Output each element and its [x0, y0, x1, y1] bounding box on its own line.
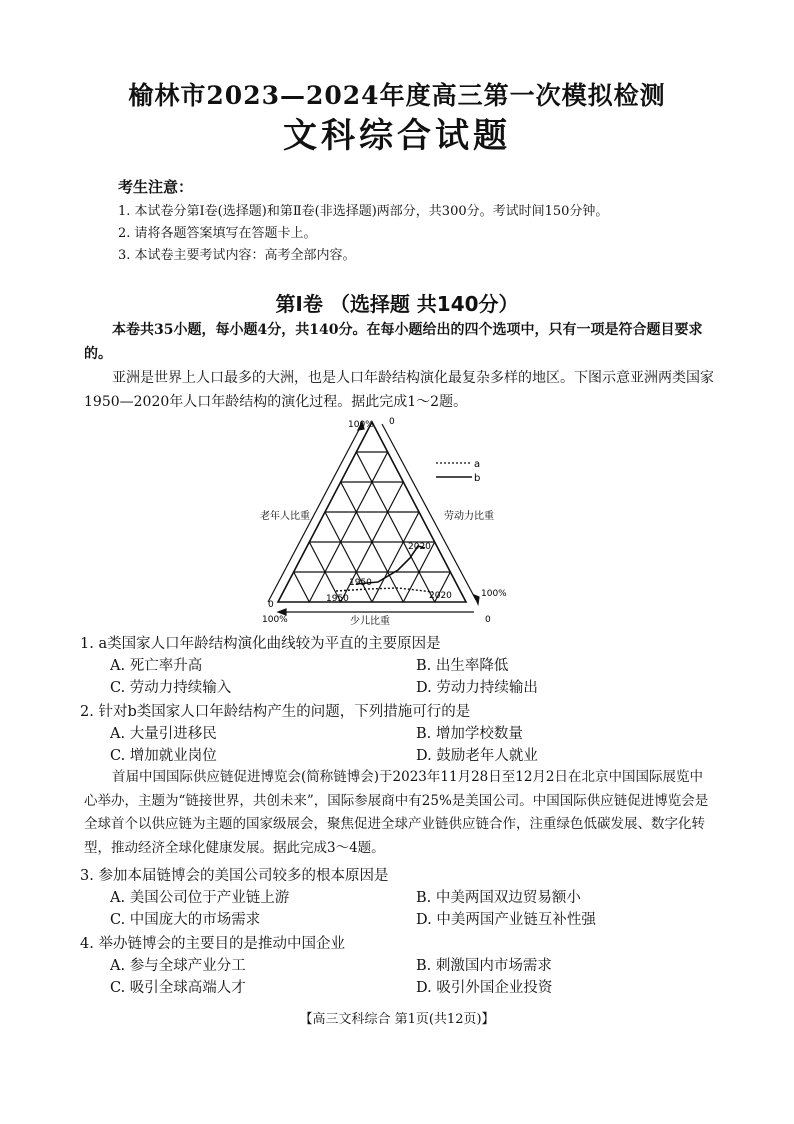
notice-heading: 考生注意： [118, 178, 194, 196]
question-1-option-a[interactable]: A. 死亡率升高 [110, 658, 203, 674]
question-1-option-c[interactable]: C. 劳动力持续输入 [110, 680, 232, 696]
question-3-option-a[interactable]: A. 美国公司位于产业链上游 [110, 890, 290, 906]
question-1-option-b[interactable]: B. 出生率降低 [416, 658, 509, 674]
question-4-stem: 4. 举办链博会的主要目的是推动中国企业 [80, 936, 345, 952]
axis-bottom-label: 少儿比重 [350, 616, 390, 627]
section-instruction: 本卷共35小题，每小题4分，共140分。在每小题给出的四个选项中，只有一项是符合题目要求的。 [84, 322, 703, 362]
question-2-stem: 2. 针对b类国家人口年龄结构产生的问题，下列措施可行的是 [80, 704, 471, 720]
notice-item-2: 2. 请将各题答案填写在答题卡上。 [118, 226, 317, 241]
right-100-label: 100% [481, 589, 507, 599]
question-2-option-c[interactable]: C. 增加就业岗位 [110, 748, 217, 764]
question-4-option-a[interactable]: A. 参与全球产业分工 [110, 958, 246, 974]
section-title: 第Ⅰ卷 （选择题 共140分） [275, 292, 519, 316]
question-3-option-c[interactable]: C. 中国庞大的市场需求 [110, 912, 261, 928]
year-label: 1950 [326, 594, 349, 604]
ternary-diagram [248, 408, 548, 630]
left-0-label: 0 [268, 600, 274, 610]
exam-title: 榆林市2023—2024年度高三第一次模拟检测 [128, 81, 666, 110]
year-label: 2020 [429, 591, 452, 601]
question-3-option-d[interactable]: D. 中美两国产业链互补性强 [416, 912, 596, 928]
material-1: 亚洲是世界上人口最多的大洲，也是人口年龄结构演化最复杂多样的地区。下图示意亚洲两类国家1950—2020年人口年龄结构的演化过程。据此完成1～2题。 [84, 370, 714, 410]
axis-right-label: 劳动力比重 [444, 511, 494, 522]
question-3-stem: 3. 参加本届链博会的美国公司较多的根本原因是 [80, 868, 389, 884]
axis-left-label: 老年人比重 [260, 511, 310, 522]
bottom-0-label: 0 [485, 615, 491, 625]
question-2-option-d[interactable]: D. 鼓励老年人就业 [416, 748, 538, 764]
notice-item-3: 3. 本试卷主要考试内容：高考全部内容。 [118, 248, 356, 263]
legend-b-label: b [474, 473, 481, 484]
question-4-option-b[interactable]: B. 刺激国内市场需求 [416, 958, 552, 974]
question-1-stem: 1. a类国家人口年龄结构演化曲线较为平直的主要原因是 [80, 636, 441, 652]
notice-item-1: 1. 本试卷分第Ⅰ卷(选择题)和第Ⅱ卷(非选择题)两部分，共300分。考试时间150分钟。 [118, 204, 609, 219]
exam-subject-title: 文科综合试题 [283, 116, 511, 156]
year-label: 2020 [408, 542, 431, 552]
page-footer: 【高三文科综合 第1页(共12页)】 [299, 1012, 495, 1027]
year-label: 1950 [349, 578, 372, 588]
bottom-100-label: 100% [262, 615, 288, 625]
question-4-option-c[interactable]: C. 吸引全球高端人才 [110, 980, 246, 996]
curve-a [336, 588, 433, 592]
question-3-option-b[interactable]: B. 中美两国双边贸易额小 [416, 890, 581, 906]
question-4-option-d[interactable]: D. 吸引外国企业投资 [416, 980, 553, 996]
material-2: 首届中国国际供应链促进博览会(简称链博会)于2023年11月28日至12月2日在北京中国国际展览中心举办，主题为“链接世界，共创未来”，国际参展商中有25%是美国公司。中国国际供应链促进博览会是全球首个以供应链为主题的国家级展会，聚焦促进全球产业链供应链合作，注重绿色低碳发展、数字化转型，推动经济全球化健康发展。据此完成3～4题。 [84, 769, 709, 856]
question-2-option-a[interactable]: A. 大量引进移民 [110, 726, 217, 742]
question-1-option-d[interactable]: D. 劳动力持续输出 [416, 680, 538, 696]
question-2-option-b[interactable]: B. 增加学校数量 [416, 726, 523, 742]
top-0-label: 0 [389, 417, 395, 427]
top-100-label: 100% [348, 420, 374, 430]
legend-a-label: a [474, 459, 481, 470]
